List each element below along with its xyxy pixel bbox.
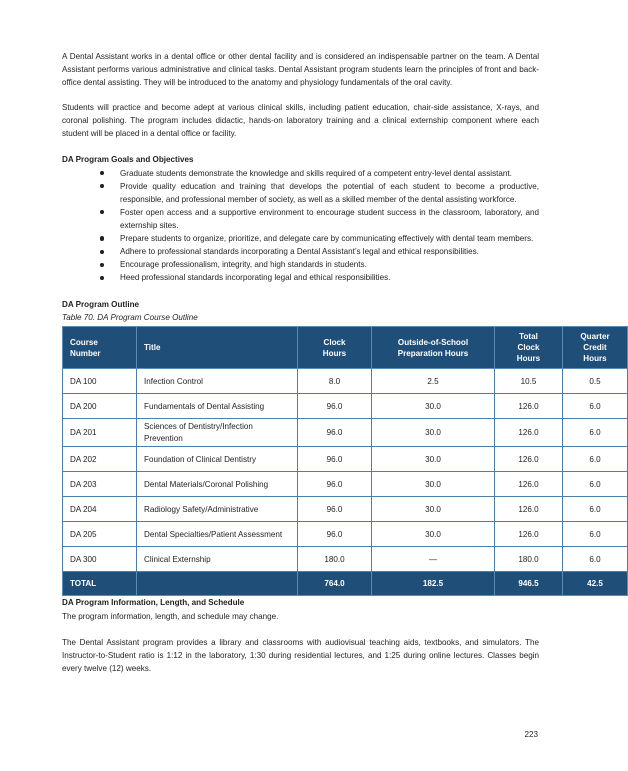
cell-title: Clinical Externship [137,547,298,572]
table-row [63,497,628,522]
cell-quarter-credit-hours: 6.0 [563,394,628,419]
cell-course-number: DA 100 [63,369,137,394]
table-row [63,419,628,447]
table-row [63,447,628,472]
cell-outside-prep-hours: 30.0 [372,419,495,447]
cell-total-outside-prep-hours: 182.5 [372,572,495,596]
cell-title: Infection Control [137,369,298,394]
cell-outside-prep-hours: 2.5 [372,369,495,394]
cell-quarter-credit-hours: 6.0 [563,522,628,547]
cell-quarter-credit-hours: 6.0 [563,472,628,497]
table-row [63,547,628,572]
page-content [62,50,610,675]
goals-list [62,167,539,285]
bullet-icon [100,250,104,254]
info-paragraph-1: The program information, length, and schedule may change. [62,612,279,622]
page-number: 223 [524,730,538,739]
cell-quarter-credit-hours: 6.0 [563,447,628,472]
bullet-icon [100,171,104,175]
cell-total-quarter-credit-hours: 42.5 [563,572,628,596]
goal-text: Provide quality education and training that develops the potential of each student to become a productive, responsible, and professional member of society, as well as a skilled member of the dental assisting workforce. [120,181,539,204]
cell-outside-prep-hours: 30.0 [372,472,495,497]
cell-title: Dental Materials/Coronal Polishing [137,472,298,497]
list-item [94,232,539,245]
cell-quarter-credit-hours: 0.5 [563,369,628,394]
goal-text: Encourage professionalism, integrity, and high standards in students. [120,260,367,270]
bullet-icon [100,236,104,240]
bullet-icon [100,184,104,188]
cell-outside-prep-hours: — [372,547,495,572]
cell-course-number: DA 202 [63,447,137,472]
cell-outside-prep-hours: 30.0 [372,394,495,419]
goal-text: Adhere to professional standards incorporating a Dental Assistant’s legal and ethical responsibilities. [120,247,479,257]
goals-section-heading: DA Program Goals and Objectives [62,154,194,164]
cell-course-number: DA 300 [63,547,137,572]
cell-course-number: DA 205 [63,522,137,547]
table-row [63,369,628,394]
intro-paragraph-1: A Dental Assistant works in a dental office or other dental facility and is considered an indispensable partner on the team. A Dental Assistant performs various administrative and clinical tasks. Dental Assistant program students learn the principles of front and back-office dental assisting. They will be introduced to the anatomy and physiology fundamentals of the oral cavity. [62,52,539,88]
column-header-quarter-credit-hours: Quarter Credit Hours [563,327,628,369]
cell-clock-hours: 180.0 [298,547,372,572]
cell-course-number: DA 200 [63,394,137,419]
course-outline-table [62,326,628,596]
cell-total-clock-hours: 126.0 [495,394,563,419]
table-caption: Table 70. DA Program Course Outline [62,313,198,323]
table-row [63,394,628,419]
outline-section-heading: DA Program Outline [62,300,140,310]
cell-title: Sciences of Dentistry/Infection Prevention [137,419,298,447]
cell-course-number: DA 204 [63,497,137,522]
column-header-clock-hours: Clock Hours [298,327,372,369]
cell-clock-hours: 96.0 [298,419,372,447]
cell-total-title [137,572,298,596]
table-row [63,472,628,497]
table-body [63,369,628,596]
info-paragraph-2: The Dental Assistant program provides a library and classrooms with audiovisual teaching aids, textbooks, and simulators. The Instructor-to-Student ratio is 1:12 in the laboratory, 1:30 during residential lectures, and 1:25 during online lectures. Classes begin every twelve (12) weeks. [62,637,539,673]
cell-quarter-credit-hours: 6.0 [563,547,628,572]
cell-course-number: DA 201 [63,419,137,447]
table-row [63,522,628,547]
column-header-title: Title [137,327,298,369]
cell-quarter-credit-hours: 6.0 [563,419,628,447]
list-item [94,167,539,180]
cell-outside-prep-hours: 30.0 [372,522,495,547]
cell-quarter-credit-hours: 6.0 [563,497,628,522]
goal-text: Heed professional standards incorporating legal and ethical responsibilities. [120,273,391,283]
cell-title: Fundamentals of Dental Assisting [137,394,298,419]
goal-text: Prepare students to organize, prioritize, and delegate care by communicating effectively with dental team members. [120,234,534,244]
cell-title: Radiology Safety/Administrative [137,497,298,522]
cell-outside-prep-hours: 30.0 [372,447,495,472]
bullet-icon [100,263,104,267]
cell-title: Foundation of Clinical Dentistry [137,447,298,472]
intro-paragraph-2: Students will practice and become adept at various clinical skills, including patient education, chair-side assistance, X-rays, and coronal polishing. The program includes didactic, hands-on laboratory training and a clinical externship component where each student will be placed in a dental office or facility. [62,103,539,139]
cell-total-clock-hours: 126.0 [495,447,563,472]
cell-total-clock-hours: 126.0 [495,419,563,447]
cell-total-clock-hours: 126.0 [495,472,563,497]
cell-course-number: DA 203 [63,472,137,497]
column-header-outside-prep-hours: Outside-of-School Preparation Hours [372,327,495,369]
bullet-icon [100,210,104,214]
cell-total-clock-hours: 10.5 [495,369,563,394]
cell-total-label: TOTAL [63,572,137,596]
list-item [94,245,539,258]
cell-clock-hours: 96.0 [298,394,372,419]
cell-outside-prep-hours: 30.0 [372,497,495,522]
cell-total-clock-hours: 764.0 [298,572,372,596]
cell-total-clock-hours: 180.0 [495,547,563,572]
cell-total-clock-hours: 126.0 [495,522,563,547]
column-header-course-number: Course Number [63,327,137,369]
cell-total-clock-hours: 126.0 [495,497,563,522]
info-section-heading: DA Program Information, Length, and Schedule [62,598,245,608]
list-item [94,180,539,206]
cell-clock-hours: 96.0 [298,472,372,497]
table-total-row [63,572,628,596]
table-header-row [63,327,628,369]
column-header-total-clock-hours: Total Clock Hours [495,327,563,369]
list-item [94,271,539,284]
cell-clock-hours: 96.0 [298,447,372,472]
cell-clock-hours: 96.0 [298,522,372,547]
cell-clock-hours: 8.0 [298,369,372,394]
table-header [63,327,628,369]
cell-title: Dental Specialties/Patient Assessment [137,522,298,547]
goal-text: Foster open access and a supportive environment to encourage student success in the classroom, laboratory, and externship sites. [120,207,539,230]
cell-clock-hours: 96.0 [298,497,372,522]
cell-total-total-clock-hours: 946.5 [495,572,563,596]
bullet-icon [100,276,104,280]
goal-text: Graduate students demonstrate the knowledge and skills required of a competent entry-level dental assistant. [120,168,512,178]
list-item [94,258,539,271]
list-item [94,206,539,232]
